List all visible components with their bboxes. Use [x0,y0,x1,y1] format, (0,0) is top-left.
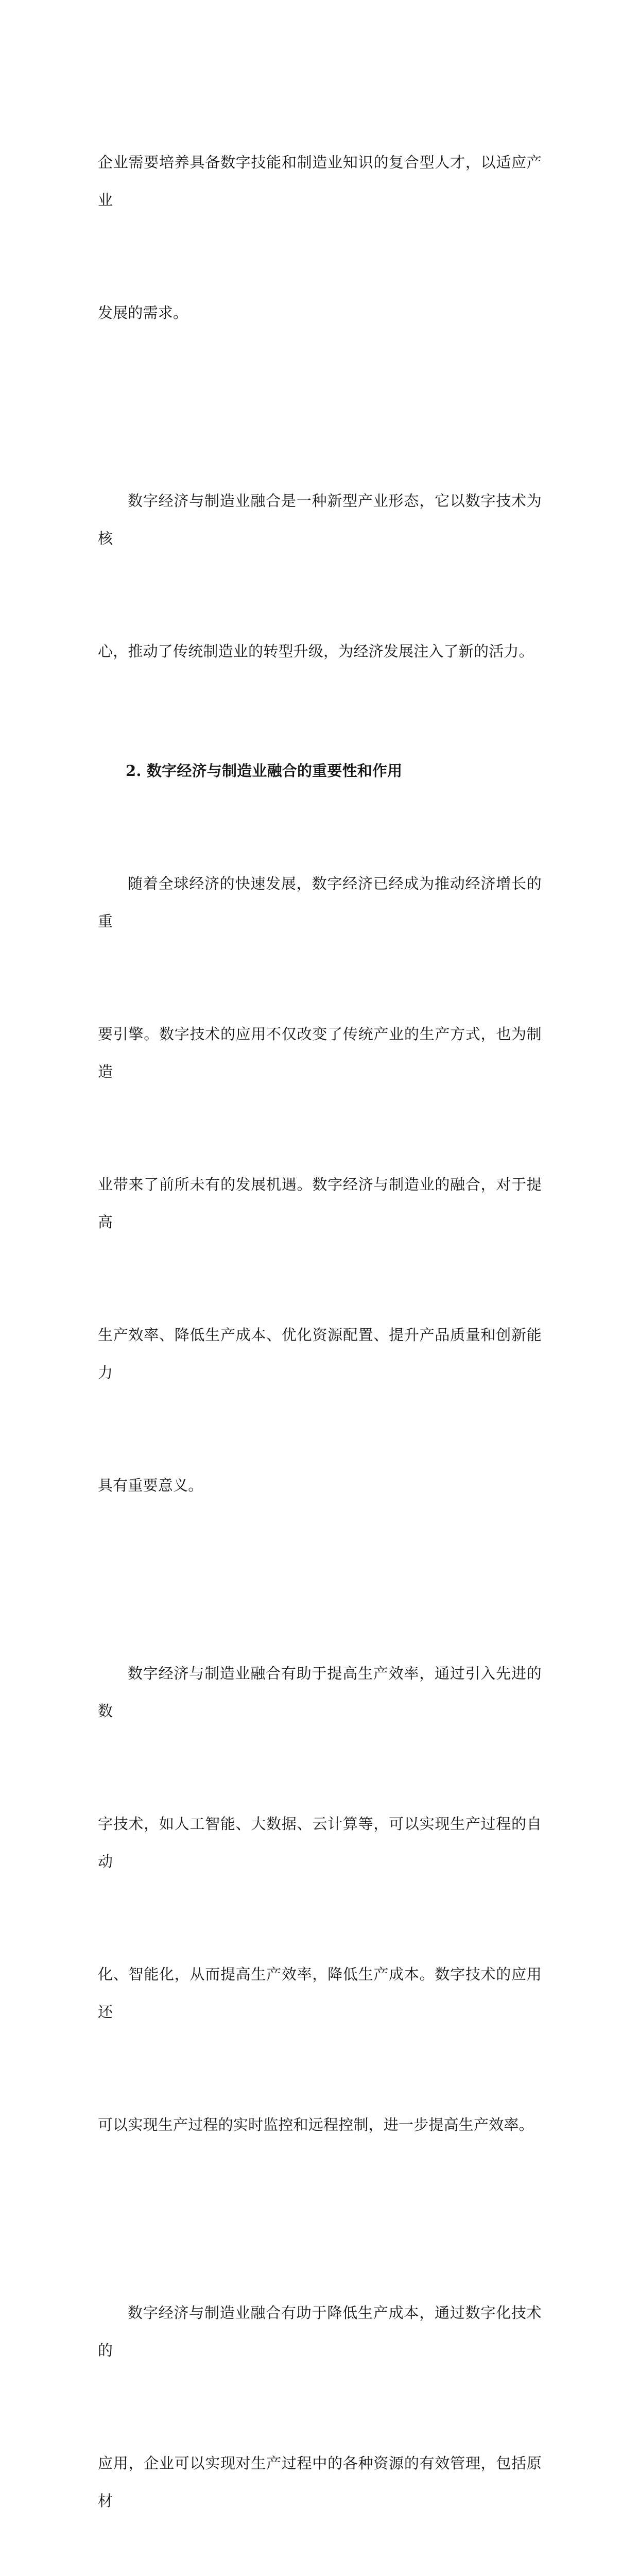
text-line: 数字经济与制造业融合是一种新型产业形态，它以数字技术为核 [98,492,542,547]
text-line: 要引擎。数字技术的应用不仅改变了传统产业的生产方式，也为制造 [98,1025,542,1080]
text-line: 心，推动了传统制造业的转型升级，为经济发展注入了新的活力。 [98,642,534,660]
paragraph-new-industry-form [98,407,542,745]
text-line: 数字经济与制造业融合有助于提高生产效率，通过引入先进的数 [98,1665,542,1720]
paragraph-talent-continuation [98,69,542,407]
text-line: 企业需要培养具备数字技能和制造业知识的复合型人才，以适应产业 [98,154,542,209]
text-line: 数字经济与制造业融合有助于降低生产成本，通过数字化技术的 [98,2304,542,2359]
text-line: 随着全球经济的快速发展，数字经济已经成为推动经济增长的重 [98,875,542,930]
text-line: 化、智能化，从而提高生产效率，降低生产成本。数字技术的应用还 [98,1965,542,2021]
text-line: 应用，企业可以实现对生产过程中的各种资源的有效管理，包括原材 [98,2454,542,2510]
section-heading: 2. 数字经济与制造业融合的重要性和作用 [126,762,403,779]
text-line: 生产效率、降低生产成本、优化资源配置、提升产品质量和创新能力 [98,1326,542,1381]
text-line: 业带来了前所未有的发展机遇。数字经济与制造业的融合，对于提高 [98,1176,542,1231]
text-line: 具有重要意义。 [98,1477,203,1494]
paragraph-importance [98,790,542,1580]
paragraph-efficiency [98,1580,542,2219]
text-line: 字技术，如人工智能、大数据、云计算等，可以实现生产过程的自动 [98,1815,542,1870]
paragraph-cost-reduction [98,2219,542,2576]
document-body [98,69,542,2576]
text-line: 可以实现生产过程的实时监控和远程控制，进一步提高生产效率。 [98,2116,534,2133]
spacer [98,745,542,752]
text-line: 发展的需求。 [98,304,188,321]
